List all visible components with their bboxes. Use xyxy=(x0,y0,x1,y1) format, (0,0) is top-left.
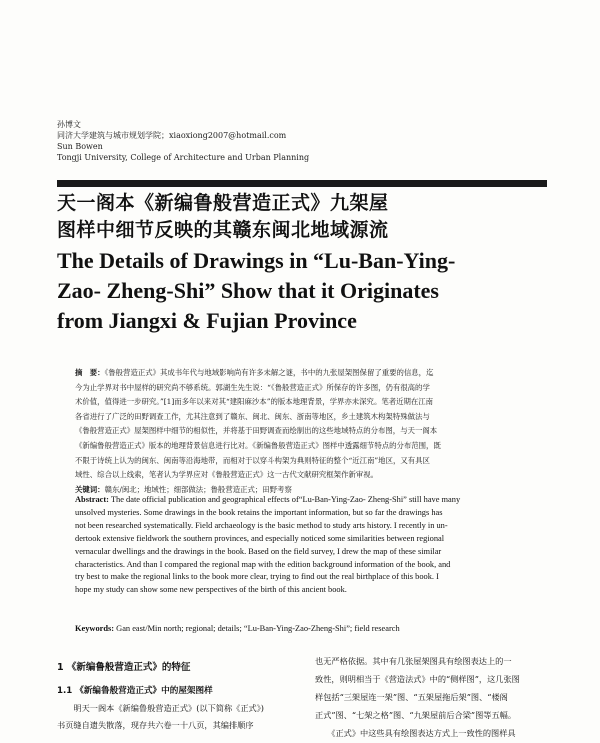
title-en xyxy=(57,246,455,336)
body-line: 书页缝自遗失散落，现存共六卷一十八页，其编排顺序 xyxy=(57,720,254,730)
author-name-zh: 孙博文 xyxy=(57,120,81,129)
keywords-en: Keywords: Gan east/Min north; regional; details; “Lu-Ban-Ying-Zao-Zheng-Shi”; field research xyxy=(75,624,400,633)
abstract-en-line: not been researched systematically. Field archaeology is the basic method to study arts history. I recently in un- xyxy=(75,520,448,530)
subsection-heading: 1.1 《新编鲁般营造正式》中的屋架图样 xyxy=(57,686,213,696)
abstract-en-label: Abstract: xyxy=(75,495,109,504)
abstract-zh-line: 摘 要：《鲁般营造正式》其成书年代与地域影响尚有许多未解之谜，书中的九张屋架图保留了重要的信息，迄 xyxy=(75,368,434,377)
abstract-zh-line: 域性、综合以上线索，笔者认为学界应对《鲁般营造正式》这一古代文献研究框架作新审视。 xyxy=(75,470,379,480)
abstract-zh-line: 《新编鲁般营造正式》版本的地理背景信息进行比对。《新编鲁般营造正式》图样中透露细节特点的分布范围，既 xyxy=(75,440,441,450)
title-zh-line: 天一阁本《新编鲁般营造正式》九架屋 xyxy=(57,192,389,214)
body-line: 也无严格依据。其中有几张屋架图具有绘图表达上的一 xyxy=(315,656,512,666)
abstract-en-line: characteristics. And than I compared the regional map with the edition background information of the book, and xyxy=(75,559,451,569)
title-zh-line: 图样中细节反映的其赣东闽北地域源流 xyxy=(57,219,389,241)
body-left-column xyxy=(57,700,297,734)
body-line: 《正式》中这些具有绘图表达方式上一致性的图样具 xyxy=(315,728,516,738)
keywords-en-label: Keywords: xyxy=(75,624,115,633)
abstract-en-line: try best to make the regional links to the book more clear, trying to find out the real birthplace of this book. I xyxy=(75,572,439,582)
abstract-en-line: unsolved mysteries. Some drawings in the book retains the important information, but so far the drawings has xyxy=(75,507,443,517)
abstract-zh-line: 今为止学界对书中屋样的研究尚不够系统。郭湖生先生说：“《鲁般营造正式》所保存的许多图，仍有很高的学 xyxy=(75,382,430,392)
body-line: 正式”图、“七架之格”图、“九架屋前后合梁”图等五幅。 xyxy=(315,710,517,720)
body-line: 明天一阁本《新编鲁般营造正式》(以下简称《正式》) xyxy=(57,703,264,713)
abstract-zh xyxy=(75,366,545,497)
abstract-zh-line: 术价值，值得进一步研究。”[1]而多年以来对其“建阳麻沙本”的版本地理背景，学界亦未深究。笔者近期在江南 xyxy=(75,397,434,407)
title-rule xyxy=(57,180,547,187)
keywords-zh-label: 关键词： xyxy=(75,484,105,494)
abstract-zh-line: 《鲁般营造正式》屋架图样中细节的相似性，并将基于田野调查而绘制出的这些地域特点的分布图，与天一阁本 xyxy=(75,426,438,436)
author-affiliation-zh: 同济大学建筑与城市规划学院；xiaoxiong2007@hotmail.com xyxy=(57,131,287,140)
title-zh xyxy=(57,190,389,244)
abstract-zh-label: 摘 要： xyxy=(75,368,105,377)
author-name-en: Sun Bowen xyxy=(57,142,103,151)
abstract-zh-line: 各省进行了广泛的田野调查工作，尤其注意到了赣东、闽北、闽东、浙南等地区，乡土建筑木构架特殊做法与 xyxy=(75,411,430,421)
abstract-en-line: vernacular dwellings and the drawings in the book. Based on the field survey, I drew the map of these similar xyxy=(75,546,442,556)
section-heading: 1 《新编鲁般营造正式》的特征 xyxy=(57,662,191,673)
body-line: 致性，则明相当于《营造法式》中的“侧样图”，这几张图 xyxy=(315,674,520,684)
keywords-zh: 关键词：赣东/闽北；地域性；细部做法；鲁般营造正式；田野考察 xyxy=(75,484,292,494)
author-block xyxy=(57,119,309,163)
abstract-zh-line: 不限于诗统上认为的闽东、闽南等沿海地带，而相对于以穿斗构架为典则特征的整个“近江南”地区，又有具区 xyxy=(75,455,430,465)
title-en-line: from Jiangxi & Fujian Province xyxy=(57,308,357,333)
author-affiliation-en: Tongji University, College of Architecture and Urban Planning xyxy=(57,153,310,162)
body-line: 样包括“三架屋连一架”图、“五架屋拖后架”图、“楼阁 xyxy=(315,692,508,702)
abstract-en xyxy=(75,494,545,597)
abstract-en-line: dertook extensive fieldwork the southern provinces, and especially noticed some similarities between regional xyxy=(75,533,445,543)
title-en-line: The Details of Drawings in “Lu-Ban-Ying- xyxy=(57,248,456,273)
abstract-en-line: Abstract: The date official publication and geographical effects of“Lu-Ban-Ying-Zao- Zheng-Shi” still have many xyxy=(75,495,461,504)
title-en-line: Zao- Zheng-Shi” Show that it Originates xyxy=(57,278,439,303)
body-right-column xyxy=(315,652,550,742)
abstract-en-line: hope my study can show some new perspectives of the birth of this ancient book. xyxy=(75,585,347,595)
